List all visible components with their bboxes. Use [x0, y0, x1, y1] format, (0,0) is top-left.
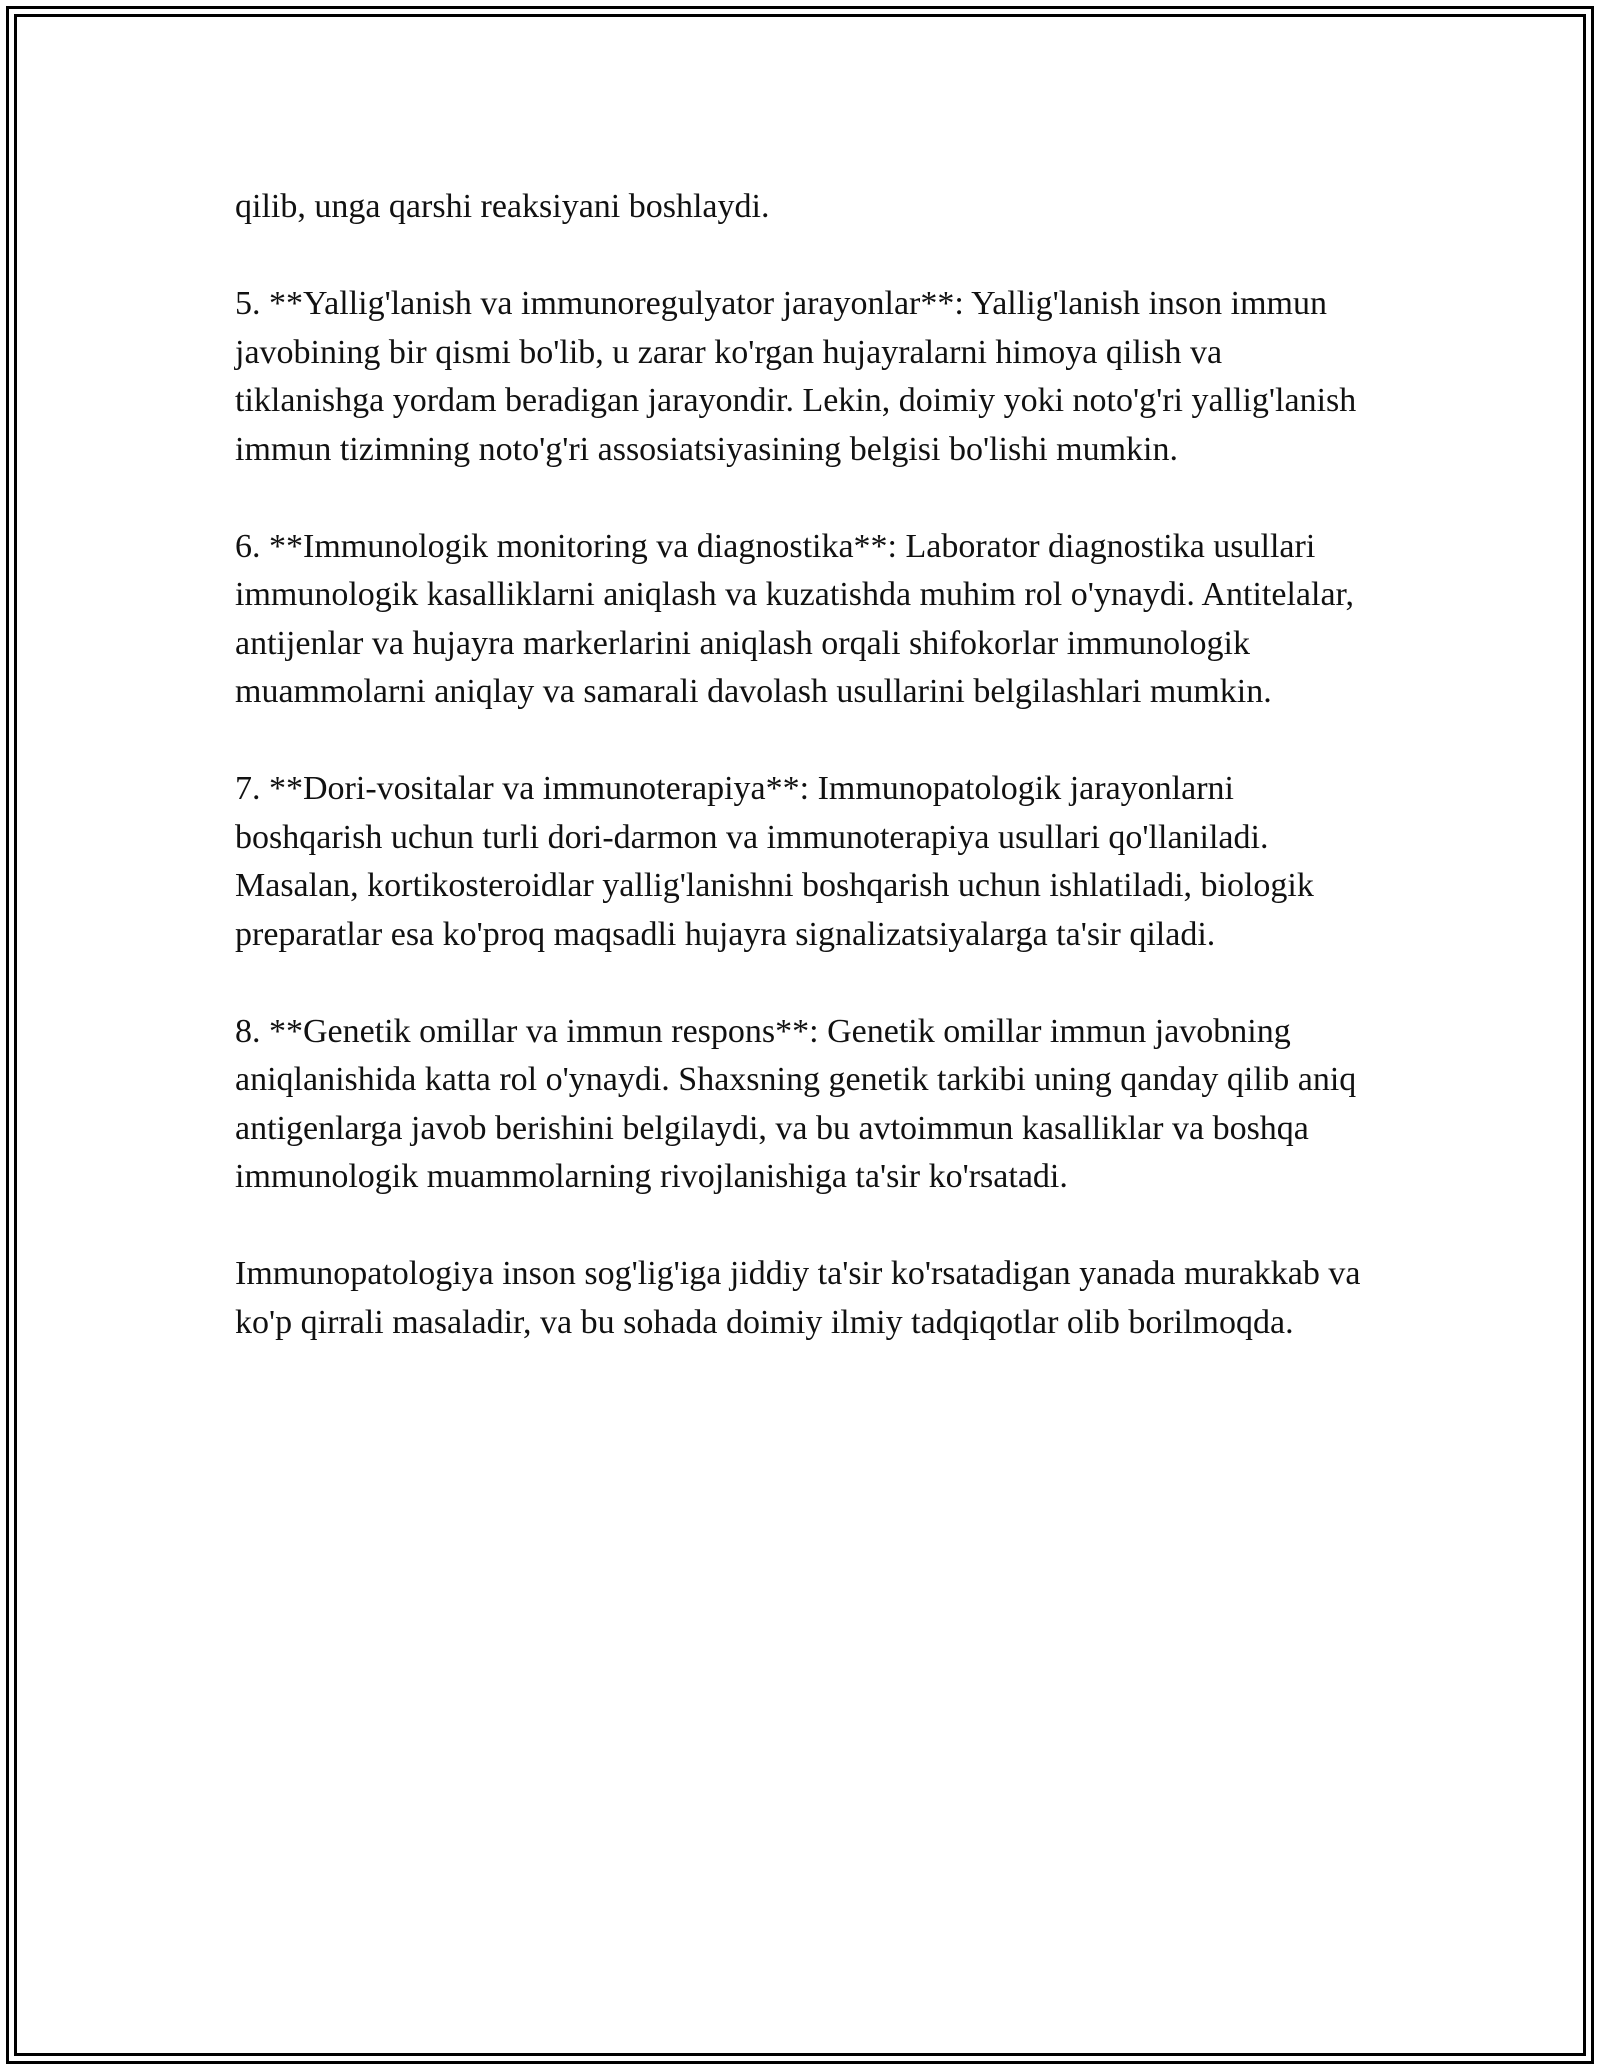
paragraph-item-7: 7. **Dori-vositalar va immunoterapiya**: Immunopatologik jarayonlarni boshqarish uchun turli dori-darmon va immunoterapiya usullari qo'llaniladi. Masalan, kortikosteroidlar yallig'lanishni boshqarish uchun ishlatiladi, biologik preparatlar esa ko'proq maqsadli hujayra signalizatsiyalarga ta'sir qiladi.: [235, 770, 1314, 953]
paragraph-item-6: 6. **Immunologik monitoring va diagnostika**: Laborator diagnostika usullari immunologik kasalliklarni aniqlash va kuzatishda muhim rol o'ynaydi. Antitelalar, antijenlar va hujayra markerlarini aniqlash orqali shifokorlar immunologik muammolarni aniqlay va samarali davolash usullarini belgilashlari mumkin.: [235, 527, 1354, 710]
paragraph-continuation: qilib, unga qarshi reaksiyani boshlaydi.: [235, 188, 770, 225]
paragraph-conclusion: Immunopatologiya inson sog'lig'iga jiddiy ta'sir ko'rsatadigan yanada murakkab va ko'p qirrali masaladir, va bu sohada doimiy ilmiy tadqiqotlar olib borilmoqda.: [235, 1255, 1361, 1341]
document-body: [235, 183, 1365, 1396]
paragraph-item-5: 5. **Yallig'lanish va immunoregulyator jarayonlar**: Yallig'lanish inson immun javobining bir qismi bo'lib, u zarar ko'rgan hujayralarni himoya qilish va tiklanishga yordam beradigan jarayondir. Lekin, doimiy yoki noto'g'ri yallig'lanish immun tizimning noto'g'ri assosiatsiyasining belgisi bo'lishi mumkin.: [235, 285, 1357, 468]
paragraph-item-8: 8. **Genetik omillar va immun respons**: Genetik omillar immun javobning aniqlanishida katta rol o'ynaydi. Shaxsning genetik tarkibi uning qanday qilib aniq antigenlarga javob berishini belgilaydi, va bu avtoimmun kasalliklar va boshqa immunologik muammolarning rivojlanishiga ta'sir ko'rsatadi.: [235, 1012, 1357, 1195]
